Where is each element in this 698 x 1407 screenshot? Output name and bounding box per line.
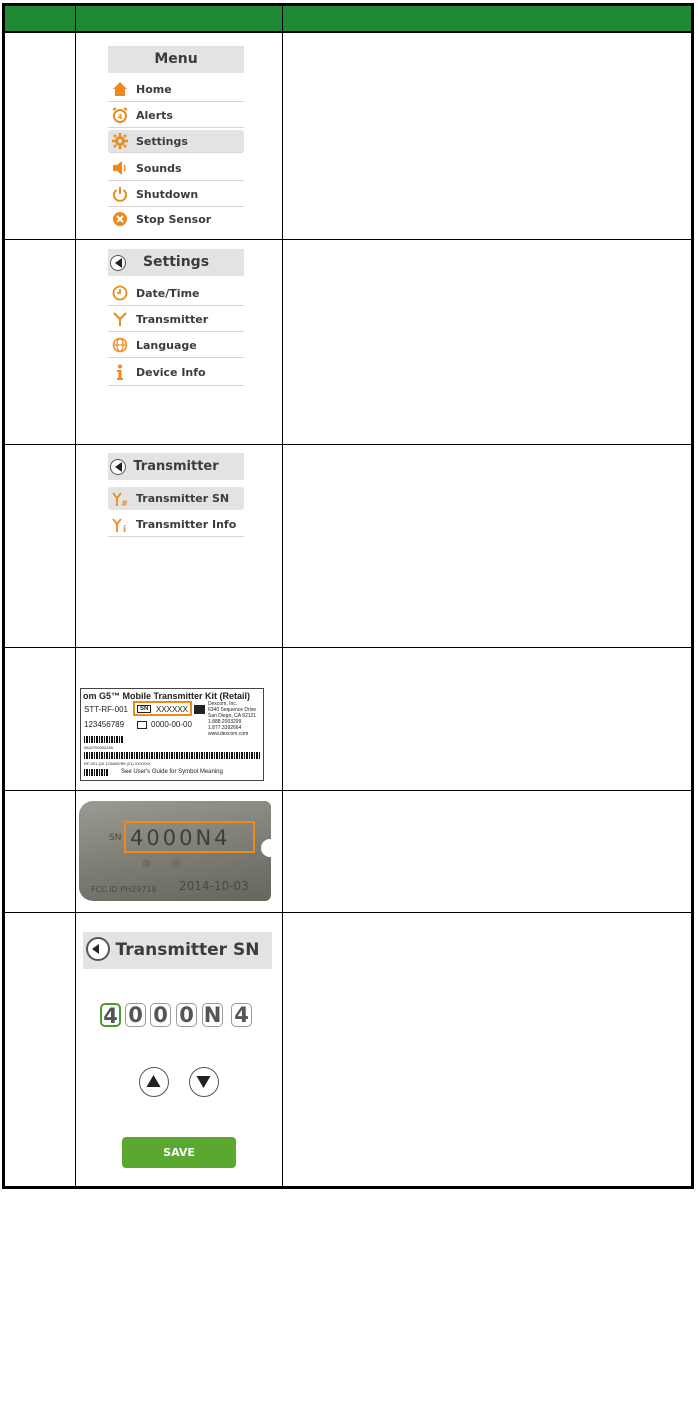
menu-title: Menu xyxy=(108,46,244,73)
transmitter-fcc: FCC ID PH29718 xyxy=(91,885,157,894)
globe-icon xyxy=(112,337,128,353)
menu-item-label: Sounds xyxy=(136,161,182,175)
barcode xyxy=(84,769,108,776)
kit-label-company-line: 1.877.3392664 xyxy=(208,725,242,731)
antenna-info-icon xyxy=(112,517,128,533)
settings-item-label: Date/Time xyxy=(136,286,200,300)
back-button[interactable] xyxy=(110,255,126,271)
save-button[interactable]: SAVE xyxy=(122,1137,236,1168)
transmitter-item-label: Transmitter SN xyxy=(136,492,230,505)
settings-item-device-info[interactable] xyxy=(108,359,244,386)
menu-item-label: Settings xyxy=(136,134,188,148)
date-symbol-icon xyxy=(137,721,147,729)
stop-x-icon xyxy=(112,211,128,227)
barcode xyxy=(84,752,260,759)
settings-title-bar xyxy=(108,249,244,276)
settings-item-label: Language xyxy=(136,338,197,352)
menu-item-shutdown[interactable] xyxy=(108,182,244,207)
kit-label-date: 0000-00-00 xyxy=(151,720,192,729)
transmitter-title-bar xyxy=(108,453,244,480)
kit-label-small-line2: RF-001 (10 123456789 (21) XXXXXX xyxy=(84,761,151,766)
sn-digit-1[interactable]: 4 xyxy=(100,1003,121,1027)
menu-screen xyxy=(108,46,244,232)
home-icon xyxy=(112,81,128,97)
table-header xyxy=(5,6,691,33)
row-divider xyxy=(5,239,691,240)
power-icon xyxy=(112,186,128,202)
sn-digit-6[interactable]: 4 xyxy=(231,1003,252,1027)
row-divider xyxy=(5,790,691,791)
transmitter-photo xyxy=(79,801,271,901)
back-button[interactable] xyxy=(86,937,110,961)
kit-label-footer: See User's Guide for Symbol Meaning xyxy=(121,769,223,775)
transmitter-kit-label xyxy=(80,688,264,781)
kit-label-company xyxy=(208,701,256,737)
transmitter-notch xyxy=(261,839,271,857)
clock-icon xyxy=(112,285,128,301)
transmitter-item-label: Transmitter Info xyxy=(136,518,237,531)
svg-text:i: i xyxy=(122,524,127,533)
antenna-icon xyxy=(112,311,128,327)
transmitter-title: Transmitter xyxy=(133,459,219,474)
settings-screen xyxy=(108,249,244,411)
kit-label-sn-highlight xyxy=(133,701,192,716)
settings-title: Settings xyxy=(142,254,210,270)
row-divider xyxy=(5,647,691,648)
sn-digit-5[interactable]: N xyxy=(203,1003,222,1027)
column-divider xyxy=(282,6,283,1186)
kit-label-company-line: 1.888.2003299 xyxy=(208,719,242,725)
menu-item-home[interactable] xyxy=(108,77,244,102)
arrow-up-icon xyxy=(140,1068,167,1095)
barcode xyxy=(84,736,124,743)
menu-item-label: Home xyxy=(136,82,172,96)
sn-digit-3[interactable]: 0 xyxy=(150,1003,171,1027)
menu-item-label: Alerts xyxy=(136,108,173,122)
arrow-down-icon xyxy=(190,1068,217,1095)
menu-item-alerts[interactable] xyxy=(108,103,244,128)
kit-label-small-line1: 0842700002285 xyxy=(84,745,113,750)
sn-entry-title-bar xyxy=(83,932,272,969)
row-divider xyxy=(5,444,691,445)
kit-label-company-line: San Diego, CA 92121 xyxy=(208,713,257,719)
sn-digit-4[interactable]: 0 xyxy=(176,1003,197,1027)
transmitter-sn-mark: SN xyxy=(109,833,122,843)
kit-label-sn-tag: SN xyxy=(137,705,151,713)
menu-item-sounds[interactable] xyxy=(108,156,244,181)
menu-item-label: Shutdown xyxy=(136,187,199,201)
row-divider xyxy=(5,912,691,913)
transmitter-screw-icon xyxy=(172,859,181,868)
serial-highlight xyxy=(124,821,255,853)
instruction-table xyxy=(2,3,694,1189)
kit-label-lot: 123456789 xyxy=(84,720,125,729)
settings-item-language[interactable] xyxy=(108,333,244,358)
sn-entry-title: Transmitter SN xyxy=(115,940,260,960)
settings-item-date-time[interactable] xyxy=(108,281,244,306)
gear-icon xyxy=(112,133,128,149)
svg-text:4: 4 xyxy=(117,113,123,121)
kit-label-company-line: www.dexcom.com xyxy=(208,731,249,737)
transmitter-item-sn[interactable] xyxy=(108,487,244,510)
menu-item-label: Stop Sensor xyxy=(136,212,212,226)
settings-item-label: Device Info xyxy=(136,365,206,379)
transmitter-screw-icon xyxy=(142,859,151,868)
transmitter-screen xyxy=(108,453,244,539)
info-icon xyxy=(112,364,128,380)
settings-item-transmitter[interactable] xyxy=(108,307,244,332)
kit-label-title: om G5™ Mobile Transmitter Kit (Retail) xyxy=(83,691,251,701)
transmitter-item-info[interactable] xyxy=(108,513,244,537)
settings-item-label: Transmitter xyxy=(136,312,209,326)
antenna-hash-icon xyxy=(112,491,128,507)
back-button[interactable] xyxy=(110,459,126,475)
alarm-clock-icon xyxy=(112,107,128,123)
kit-label-sn-value: XXXXXX xyxy=(156,705,189,714)
transmitter-serial: 4000N4 xyxy=(130,826,231,850)
increment-button[interactable] xyxy=(139,1067,169,1097)
kit-label-company-line: Dexcom, Inc. xyxy=(208,701,238,707)
speaker-icon xyxy=(112,160,128,176)
menu-item-settings[interactable] xyxy=(108,130,244,153)
transmitter-date: 2014-10-03 xyxy=(179,879,249,893)
column-divider xyxy=(75,6,76,1186)
decrement-button[interactable] xyxy=(189,1067,219,1097)
sn-entry-screen xyxy=(80,926,272,1171)
manufacturer-icon xyxy=(194,705,205,714)
kit-label-company-line: 6340 Sequence Drive xyxy=(208,707,257,713)
menu-item-stop-sensor[interactable] xyxy=(108,207,244,231)
kit-label-ref: STT-RF-001 xyxy=(84,705,129,714)
svg-text:#: # xyxy=(121,498,128,507)
sn-digit-2[interactable]: 0 xyxy=(125,1003,146,1027)
